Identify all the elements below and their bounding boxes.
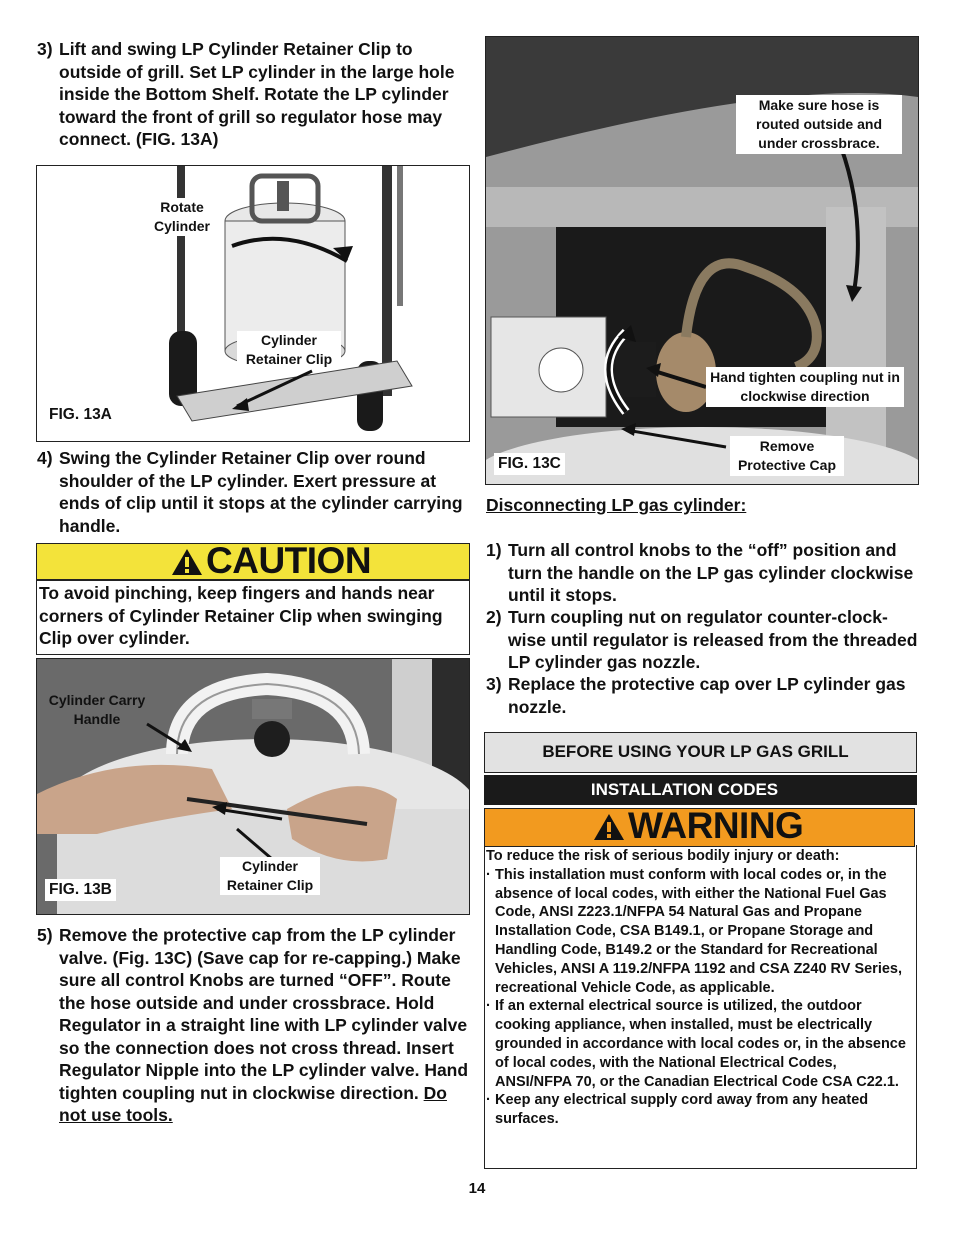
- caution-text: To avoid pinching, keep fingers and hands near corners of Cylinder Retainer Clip when swinging Clip over cylinder.: [39, 583, 443, 648]
- disconnect-step-3: [486, 673, 918, 718]
- warning-bullet-text: This installation must conform with local codes or, in the absence of local codes, with either the National Fuel Gas Code, ANSI Z223.1/NFPA 54 Natural Gas and Propane Installation Code, CSA B149.1, or Propane Storage and Handling Code, B149.2 or the Standard for Recreational Vehicles, ANSI A 119.2/NFPA 1192 and CSA Z240 RV Series, recreational Vehicle Code, as applicable.: [495, 866, 903, 996]
- installation-codes-title: INSTALLATION CODES: [590, 780, 779, 799]
- callout-remove-protective-cap: Remove Protective Cap: [730, 436, 844, 476]
- warning-bullet: · If an external electrical source is utilized, the outdoor cooking appliance, when installed, must be electrically grounded in accordance with local codes or, in the absence of local codes, with the National Electrical Codes, ANSI/NFPA 70, or the Canadian Electrical Code CSA C22.1.: [486, 998, 906, 1090]
- step-text: Lift and swing LP Cylinder Retainer Clip to outside of grill. Set LP cylinder in the large hole inside the Bottom Shelf. Rotate the LP cylinder toward the front of grill so regulator hose may connect. (FIG. 13A): [59, 39, 455, 149]
- step-number: 2): [486, 607, 502, 627]
- callout-cylinder-carry-handle: Cylinder Carry Handle: [48, 692, 146, 727]
- figure-label: FIG. 13B: [45, 879, 116, 901]
- callout-cylinder-retainer-clip: Cylinder Retainer Clip: [220, 857, 320, 895]
- warning-banner: [484, 805, 915, 847]
- warning-triangle-icon: [171, 548, 203, 576]
- warning-bullet-text: If an external electrical source is utilized, the outdoor cooking appliance, when installed, must be electrically grounded in accordance with local codes or, in the absence of local codes, with the National Electrical Codes, ANSI/NFPA 70, or the Canadian Electrical Code CSA C22.1.: [495, 998, 906, 1090]
- step-3: [37, 38, 467, 151]
- disconnect-step-2: [486, 606, 918, 674]
- figure-13b: [36, 658, 470, 915]
- step-text: Replace the protective cap over LP cylinder gas nozzle.: [508, 674, 906, 717]
- caution-body: [36, 579, 470, 655]
- step-text: Remove the protective cap from the LP cylinder valve. (Fig. 13C) (Save cap for re-capping.) Make sure all control Knobs are turned “OFF”. Route the hose outside and under crossbrace. Hold Regulator in a straight line with LP cylinder valve so the connection does not cross thread. Insert Regulator Nipple into the LP cylinder valve. Hand tighten coupling nut in clockwise direction.: [59, 925, 469, 1103]
- caution-title: CAUTION: [206, 540, 372, 581]
- warning-title: WARNING: [628, 805, 804, 846]
- installation-codes-heading: [484, 775, 917, 805]
- step-text: Turn all control knobs to the “off” position and turn the handle on the LP gas cylinder clockwise until it stops.: [508, 540, 914, 605]
- before-using-title: BEFORE USING YOUR LP GAS GRILL: [542, 742, 849, 761]
- step-4: [37, 447, 469, 537]
- warning-bullet: · This installation must conform with local codes or, in the absence of local codes, with either the National Fuel Gas Code, ANSI Z223.1/NFPA 54 Natural Gas and Propane Installation Code, CSA B149.1, or Propane Storage and Handling Code, B149.2 or the Standard for Recreational Vehicles, ANSI A 119.2/NFPA 1192 and CSA Z240 RV Series, recreational Vehicle Code, as applicable.: [486, 866, 903, 996]
- callout-cylinder-retainer-clip: Cylinder Retainer Clip: [237, 331, 341, 369]
- figure-13a: [36, 165, 470, 442]
- warning-bullet: · Keep any electrical supply cord away from any heated surfaces.: [486, 1092, 869, 1128]
- warning-bullet-text: Keep any electrical supply cord away from any heated surfaces.: [495, 1092, 869, 1128]
- caution-banner: [36, 540, 470, 581]
- step-number: 3): [37, 39, 53, 59]
- page-number: 14: [468, 1180, 486, 1197]
- before-using-heading: [484, 732, 917, 773]
- callout-hand-tighten-coupling: Hand tighten coupling nut in clockwise direction: [706, 367, 904, 407]
- warning-triangle-icon: [593, 813, 625, 841]
- step-text: Turn coupling nut on regulator counter-clock-wise until regulator is released from the threaded LP cylinder gas nozzle.: [508, 607, 918, 672]
- step-5: [37, 924, 469, 1127]
- figure-13c: [485, 36, 919, 485]
- step-number: 3): [486, 674, 502, 694]
- warning-body: [484, 845, 917, 1169]
- figure-label: FIG. 13A: [45, 404, 116, 426]
- callout-hose-routing: Make sure hose is routed outside and under crossbrace.: [736, 95, 902, 154]
- step-number: 4): [37, 448, 53, 468]
- step-emphasis: Do not use tools.: [59, 1082, 447, 1125]
- disconnect-heading: Disconnecting LP gas cylinder:: [486, 495, 747, 515]
- cylinder-on-grill-illustration: [37, 166, 469, 441]
- figure-label: FIG. 13C: [494, 453, 565, 475]
- warning-intro: To reduce the risk of serious bodily injury or death:: [486, 848, 840, 864]
- step-text: Swing the Cylinder Retainer Clip over round shoulder of the LP cylinder. Exert pressure at ends of clip until it stops at the cylinder carrying handle.: [59, 448, 463, 536]
- step-number: 5): [37, 925, 53, 945]
- step-number: 1): [486, 540, 502, 560]
- disconnect-step-1: [486, 539, 918, 607]
- callout-rotate-cylinder: Rotate Cylinder: [142, 198, 222, 236]
